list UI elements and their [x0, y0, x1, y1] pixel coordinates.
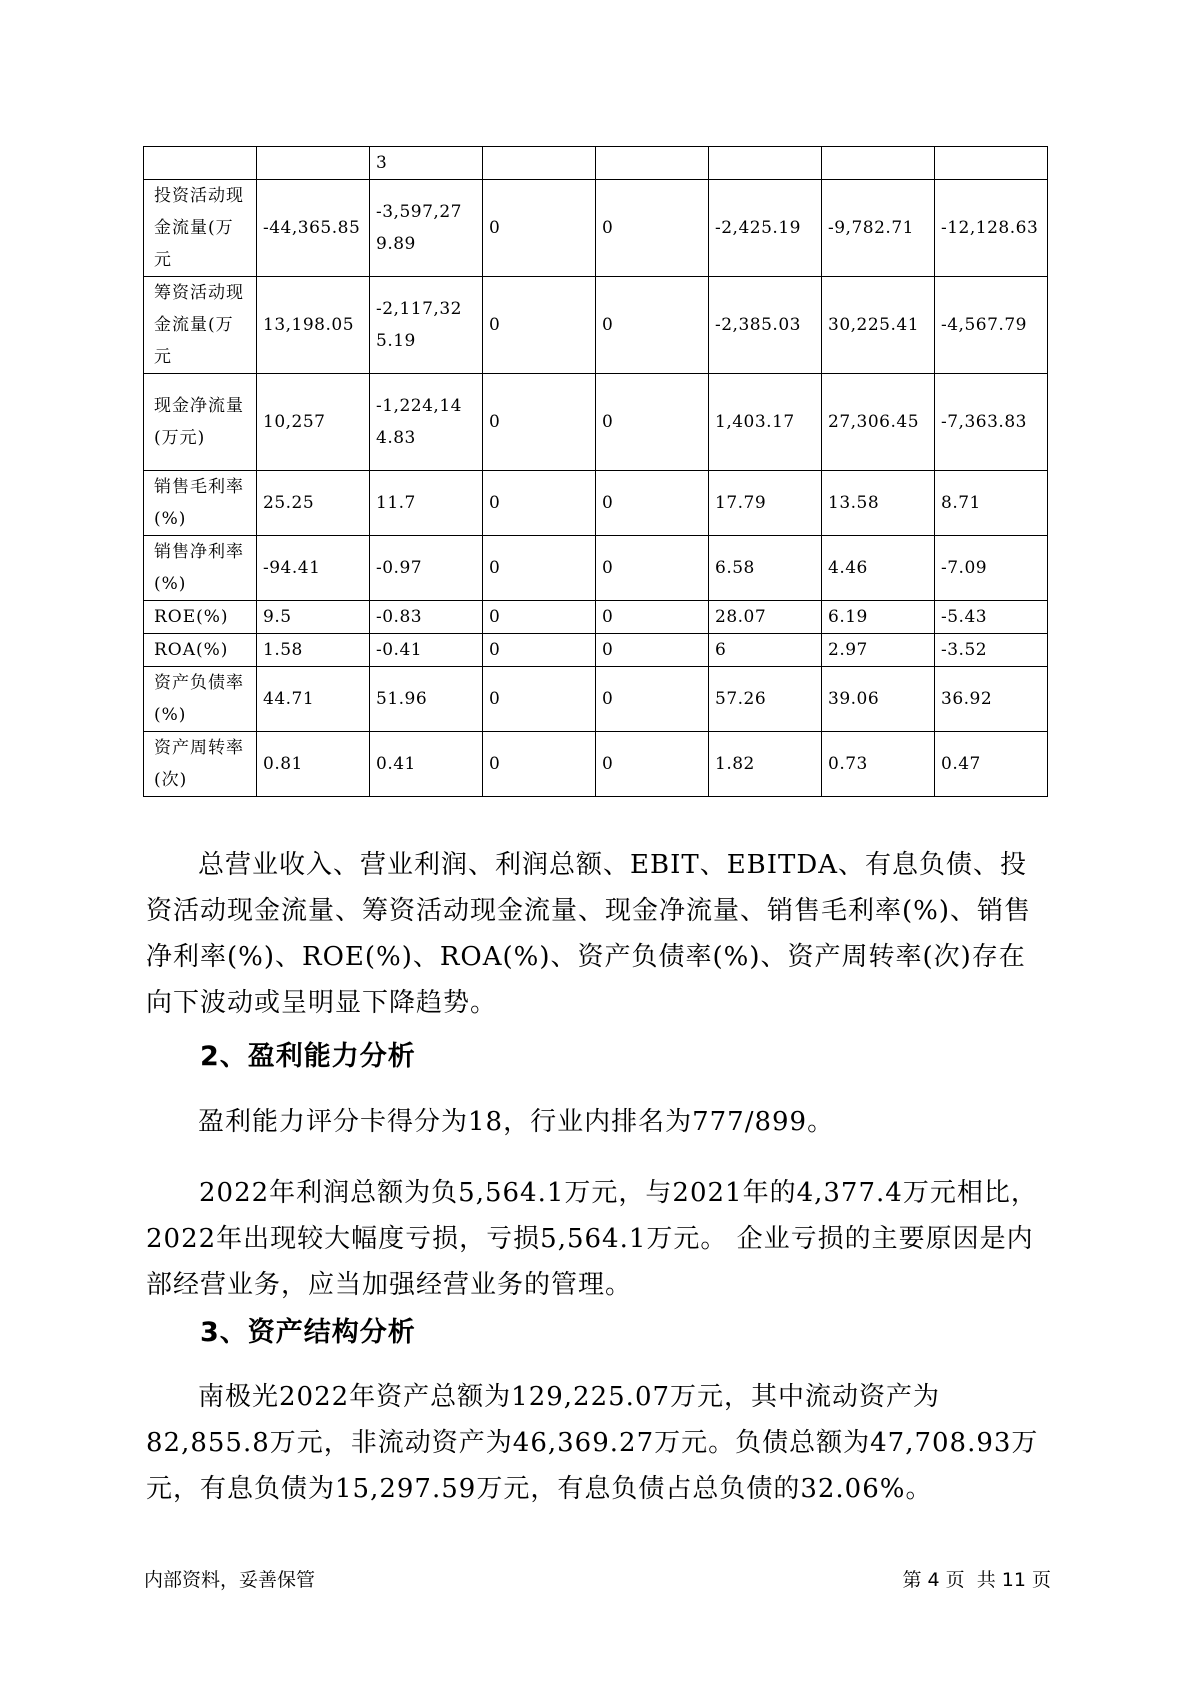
table-row-label: 资产负债率(%) — [144, 667, 257, 732]
table-cell: 57.26 — [709, 667, 822, 732]
table-cell: 0.41 — [370, 732, 483, 797]
table-cell: 0 — [483, 374, 596, 471]
table-cell: -7.09 — [935, 536, 1048, 601]
table-cell: 6.58 — [709, 536, 822, 601]
table-cell: 0 — [596, 732, 709, 797]
table-cell: 44.71 — [257, 667, 370, 732]
table-cell: 0.81 — [257, 732, 370, 797]
table-row — [144, 667, 1048, 732]
table-cell: -0.41 — [370, 634, 483, 667]
table-cell — [935, 147, 1048, 180]
table-cell: 13.58 — [822, 471, 935, 536]
table-cell: -2,385.03 — [709, 277, 822, 374]
table-cell: 0 — [483, 536, 596, 601]
table-cell: -0.97 — [370, 536, 483, 601]
table-row-label: 现金净流量(万元) — [144, 374, 257, 471]
table-cell: 10,257 — [257, 374, 370, 471]
table-row-label: 资产周转率(次) — [144, 732, 257, 797]
table-cell: -94.41 — [257, 536, 370, 601]
table-cell: -4,567.79 — [935, 277, 1048, 374]
table-cell: 1.58 — [257, 634, 370, 667]
table-cell — [709, 147, 822, 180]
table-cell: 8.71 — [935, 471, 1048, 536]
table-cell: 0 — [596, 667, 709, 732]
table-cell: -9,782.71 — [822, 180, 935, 277]
footer-confidential-note: 内部资料，妥善保管 — [144, 1569, 316, 1591]
table-cell: 25.25 — [257, 471, 370, 536]
table-cell: -3.52 — [935, 634, 1048, 667]
table-cell: -44,365.85 — [257, 180, 370, 277]
table-cell: 0 — [483, 601, 596, 634]
table-cell: 0 — [596, 471, 709, 536]
table-cell: 0.47 — [935, 732, 1048, 797]
table-cell: 2.97 — [822, 634, 935, 667]
table-row — [144, 732, 1048, 797]
profitability-score-paragraph: 盈利能力评分卡得分为18，行业内排名为777/899。 — [198, 1107, 835, 1137]
table-cell: -3,597,279.89 — [370, 180, 483, 277]
table-cell: -7,363.83 — [935, 374, 1048, 471]
table-cell: 17.79 — [709, 471, 822, 536]
financial-indicator-table — [143, 146, 1048, 797]
table-cell — [483, 147, 596, 180]
footer-page-number: 第 4 页 共 11 页 — [902, 1569, 1051, 1591]
section-heading-asset-structure: 3、资产结构分析 — [200, 1317, 416, 1348]
table-cell: 0 — [596, 374, 709, 471]
table-row-label: 筹资活动现金流量(万元 — [144, 277, 257, 374]
table-cell: 0 — [596, 277, 709, 374]
table-row — [144, 180, 1048, 277]
asset-structure-paragraph: 南极光2022年资产总额为129,225.07万元，其中流动资产为82,855.8万元，非流动资产为46,369.27万元。负债总额为47,708.93万元，有息负债为15,297.59万元，有息负债占总负债的32.06%。 — [146, 1382, 1039, 1504]
table-cell — [257, 147, 370, 180]
table-cell: 0 — [596, 601, 709, 634]
table-cell: -2,425.19 — [709, 180, 822, 277]
table-cell — [822, 147, 935, 180]
table-cell: 28.07 — [709, 601, 822, 634]
table-cell: 0 — [483, 180, 596, 277]
table-row — [144, 374, 1048, 471]
table-cell: 11.7 — [370, 471, 483, 536]
table-cell: 30,225.41 — [822, 277, 935, 374]
table-row-label: 销售净利率(%) — [144, 536, 257, 601]
table-row — [144, 536, 1048, 601]
table-row — [144, 147, 1048, 180]
table-cell: 0 — [483, 634, 596, 667]
table-row — [144, 601, 1048, 634]
table-cell: -1,224,144.83 — [370, 374, 483, 471]
table-cell: 0.73 — [822, 732, 935, 797]
table-cell: 0 — [483, 667, 596, 732]
table-cell: 4.46 — [822, 536, 935, 601]
table-cell — [596, 147, 709, 180]
table-row — [144, 634, 1048, 667]
table-row — [144, 277, 1048, 374]
table-cell: -0.83 — [370, 601, 483, 634]
table-cell: 0 — [483, 732, 596, 797]
table-cell: 51.96 — [370, 667, 483, 732]
table-cell: -2,117,325.19 — [370, 277, 483, 374]
table-cell: 0 — [596, 180, 709, 277]
table-cell: 36.92 — [935, 667, 1048, 732]
table-row-label: ROE(%) — [144, 601, 257, 634]
table-cell: 3 — [370, 147, 483, 180]
table-cell: 13,198.05 — [257, 277, 370, 374]
table-cell: 0 — [596, 536, 709, 601]
table-cell: 0 — [483, 471, 596, 536]
table-cell: 6.19 — [822, 601, 935, 634]
table-cell: 27,306.45 — [822, 374, 935, 471]
table-cell: 0 — [483, 277, 596, 374]
table-row-label — [144, 147, 257, 180]
table-row — [144, 471, 1048, 536]
table-row-label: ROA(%) — [144, 634, 257, 667]
trend-summary-paragraph: 总营业收入、营业利润、利润总额、EBIT、EBITDA、有息负债、投资活动现金流量、筹资活动现金流量、现金净流量、销售毛利率(%)、销售净利率(%)、ROE(%)、ROA(%)、资产负债率(%)、资产周转率(次)存在向下波动或呈明显下降趋势。 — [146, 850, 1031, 1018]
table-cell: 39.06 — [822, 667, 935, 732]
table-cell: 6 — [709, 634, 822, 667]
table-row-label: 投资活动现金流量(万元 — [144, 180, 257, 277]
table-cell: 0 — [596, 634, 709, 667]
table-row-label: 销售毛利率(%) — [144, 471, 257, 536]
section-heading-profitability: 2、盈利能力分析 — [200, 1041, 416, 1072]
profit-loss-paragraph: 2022年利润总额为负5,564.1万元，与2021年的4,377.4万元相比，2022年出现较大幅度亏损，亏损5,564.1万元。 企业亏损的主要原因是内部经营业务，应当加强经营业务的管理。 — [146, 1178, 1038, 1300]
table-cell: 1,403.17 — [709, 374, 822, 471]
table-cell: -5.43 — [935, 601, 1048, 634]
table-cell: -12,128.63 — [935, 180, 1048, 277]
table-cell: 9.5 — [257, 601, 370, 634]
table-cell: 1.82 — [709, 732, 822, 797]
